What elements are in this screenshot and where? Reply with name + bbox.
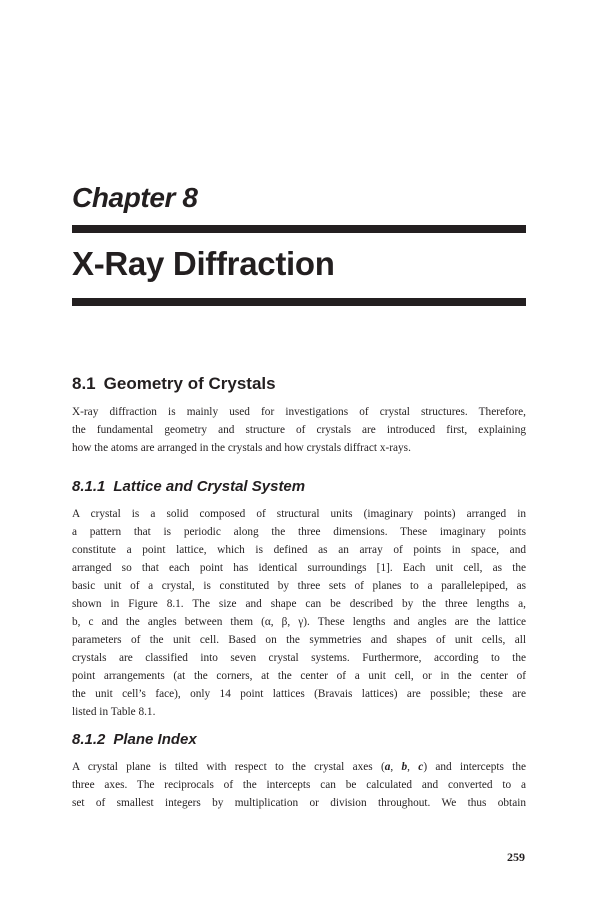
paragraph-line: b, c and the angles between them (α, β, γ). These lengths and angles are the lattice [72, 616, 526, 628]
subsection-heading-lattice [72, 476, 526, 498]
text-run: , [407, 761, 419, 773]
section-paragraph [72, 403, 526, 457]
paragraph-line: crystals are classified into seven crystal systems. Furthermore, according to the [72, 652, 526, 664]
paragraph-line: arranged so that each point has identical surroundings [1]. Each unit cell, as the [72, 562, 526, 574]
page-number: 259 [507, 850, 525, 864]
paragraph-line [72, 758, 526, 776]
subsection-heading-plane-index [72, 729, 526, 751]
subsection-paragraph-plane-index [72, 758, 526, 812]
text-run: , [390, 761, 402, 773]
subsection-title: Lattice and Crystal System [113, 478, 306, 495]
paragraph-line: constitute a point lattice, which is defined as an array of points in space, and [72, 544, 526, 556]
paragraph-line: point arrangements (at the corners, at the center of a unit cell, or in the center of [72, 670, 526, 682]
subsection-number: 8.1.2 [72, 731, 106, 748]
chapter-rule-top [72, 225, 526, 233]
paragraph-line: the fundamental geometry and structure of crystals are introduced first, explaining [72, 424, 526, 436]
paragraph-line: basic unit of a crystal, is constituted by three sets of planes to a parallelepiped, as [72, 580, 526, 592]
subsection-paragraph-lattice [72, 505, 526, 721]
paragraph-line: set of smallest integers by multiplication or division throughout. We thus obtain [72, 797, 526, 809]
text-run: ) and intercepts the [423, 761, 526, 773]
chapter-label: Chapter 8 [72, 182, 198, 213]
subsection-number: 8.1.1 [72, 478, 106, 495]
paragraph-line: parameters of the unit cell. Based on the symmetries and shapes of unit cells, all [72, 634, 526, 646]
text-run: A crystal plane is tilted with respect to the crystal axes ( [72, 761, 385, 773]
section-number: 8.1 [72, 374, 96, 393]
paragraph-line: listed in Table 8.1. [72, 706, 156, 718]
paragraph-line: A crystal is a solid composed of structural units (imaginary points) arranged in [72, 508, 526, 520]
axis-a: a [384, 761, 391, 773]
paragraph-line: the unit cell’s face), only 14 point lattices (Bravais lattices) are possible; these are [72, 688, 526, 700]
chapter-title: X-Ray Diffraction [72, 245, 335, 282]
paragraph-line: three axes. The reciprocals of the intercepts can be calculated and converted to a [72, 779, 526, 791]
subsection-title: Plane Index [113, 731, 197, 748]
section-heading [72, 372, 526, 396]
axis-c: c [418, 761, 424, 773]
paragraph-line: how the atoms are arranged in the crystals and how crystals diffract x-rays. [72, 442, 411, 454]
paragraph-line: a pattern that is periodic along the three dimensions. These imaginary points [72, 526, 526, 538]
chapter-rule-bottom [72, 298, 526, 306]
paragraph-line: shown in Figure 8.1. The size and shape can be described by the three lengths a, [72, 598, 526, 610]
section-title: Geometry of Crystals [103, 374, 276, 393]
axis-b: b [401, 761, 408, 773]
paragraph-line: X-ray diffraction is mainly used for investigations of crystal structures. Therefore, [72, 406, 526, 418]
